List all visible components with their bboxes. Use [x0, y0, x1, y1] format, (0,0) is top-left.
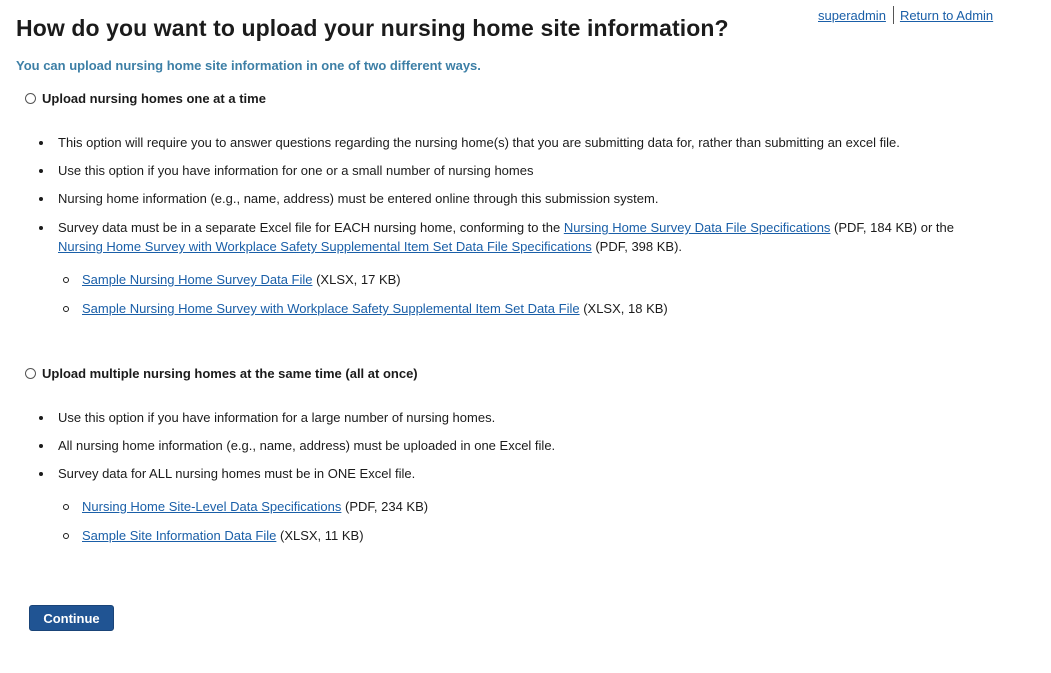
list-item: [58, 161, 978, 180]
nav-separator: [893, 6, 894, 24]
site-level-data-spec-link[interactable]: Nursing Home Site-Level Data Specifications: [82, 499, 342, 514]
survey-data-file-spec-link[interactable]: Nursing Home Survey Data File Specifications: [563, 220, 831, 235]
option-one-at-a-time-label: Upload nursing homes one at a time: [42, 91, 266, 106]
option-all-at-once-radio[interactable]: [25, 368, 36, 379]
continue-button[interactable]: Continue: [29, 605, 114, 631]
file-meta: (XLSX, 17 KB): [312, 272, 401, 287]
bullet-text: Use this option if you have information for one or a small number of nursing homes: [58, 163, 534, 178]
bullet-text: Use this option if you have information for a large number of nursing homes.: [58, 410, 496, 425]
return-to-admin-link[interactable]: Return to Admin: [899, 7, 994, 23]
bullet-text: (PDF, 184 KB) or the: [830, 220, 954, 235]
page-subtitle: You can upload nursing home site information in one of two different ways.: [16, 58, 481, 73]
bullet-text: (PDF, 398 KB).: [591, 239, 683, 254]
list-item: [82, 497, 982, 516]
bullet-text: This option will require you to answer questions regarding the nursing home(s) that you are submitting data for, rather than submitting an excel file.: [58, 135, 900, 150]
bullet-text: All nursing home information (e.g., name, address) must be uploaded in one Excel file.: [58, 438, 556, 453]
sample-site-info-data-file-link[interactable]: Sample Site Information Data File: [82, 528, 277, 543]
option-one-at-a-time[interactable]: [25, 91, 266, 106]
list-item: [58, 464, 978, 483]
list-item: [58, 218, 978, 256]
list-item: [82, 526, 982, 545]
bullet-text: Survey data must be in a separate Excel file for EACH nursing home, conforming to the: [58, 220, 564, 235]
list-item: [82, 299, 982, 318]
list-item: [58, 408, 978, 427]
sample-workplace-safety-data-file-link[interactable]: Sample Nursing Home Survey with Workplace Safety Supplemental Item Set Data File: [82, 301, 580, 316]
bullet-text: Nursing home information (e.g., name, address) must be entered online through this submission system.: [58, 191, 659, 206]
file-meta: (XLSX, 11 KB): [276, 528, 364, 543]
file-meta: (PDF, 234 KB): [341, 499, 429, 514]
workplace-safety-spec-link[interactable]: Nursing Home Survey with Workplace Safety Supplemental Item Set Data File Specifications: [58, 239, 592, 254]
bullet-text: Survey data for ALL nursing homes must be in ONE Excel file.: [58, 466, 416, 481]
top-nav-links: [818, 6, 993, 24]
file-meta: (XLSX, 18 KB): [579, 301, 668, 316]
user-account-link[interactable]: superadmin: [818, 7, 886, 23]
option-one-at-a-time-radio[interactable]: [25, 93, 36, 104]
list-item: [58, 436, 978, 455]
page-title: How do you want to upload your nursing home site information?: [16, 15, 729, 41]
sample-survey-data-file-link[interactable]: Sample Nursing Home Survey Data File: [82, 272, 313, 287]
list-item: [82, 270, 982, 289]
option-all-at-once-label: Upload multiple nursing homes at the same time (all at once): [42, 366, 418, 381]
option-all-at-once[interactable]: [25, 366, 418, 381]
list-item: [58, 189, 978, 208]
list-item: [58, 133, 978, 152]
